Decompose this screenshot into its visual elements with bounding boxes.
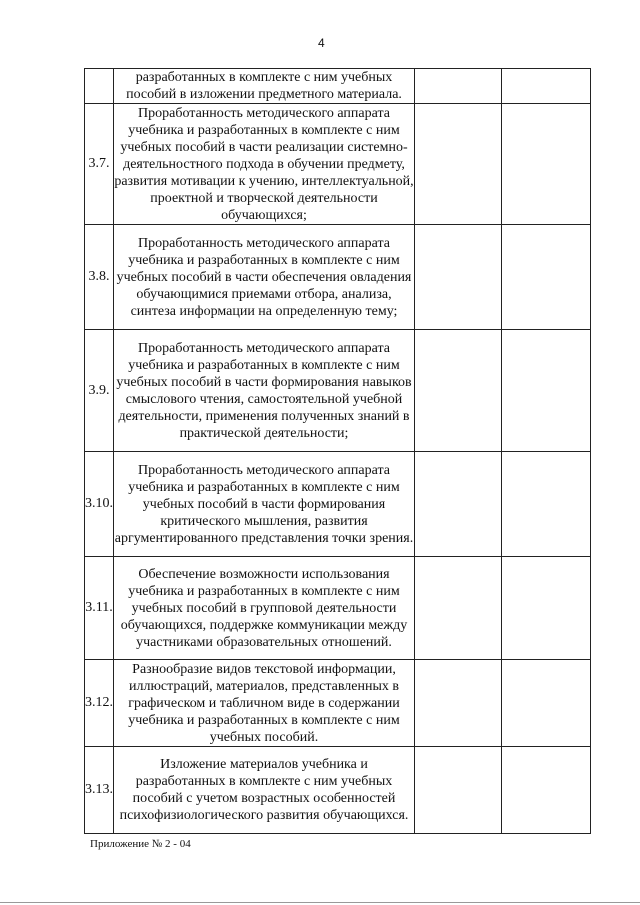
score-cell [415, 330, 502, 452]
score-cell [415, 557, 502, 660]
score-cell [415, 225, 502, 330]
table-row [85, 69, 591, 104]
row-text: Проработанность методического аппарата учебника и разработанных в комплекте с ним учебных пособий в части обеспечения овладения обучающимися приемами отбора, анализа, синтеза информации на определенную тему; [114, 225, 415, 330]
note-cell [502, 557, 591, 660]
note-cell [502, 747, 591, 834]
score-cell [415, 104, 502, 225]
row-number: 3.8. [85, 225, 114, 330]
table-row [85, 452, 591, 557]
criteria-table [84, 68, 591, 834]
score-cell [415, 69, 502, 104]
note-cell [502, 225, 591, 330]
note-cell [502, 330, 591, 452]
appendix-footer: Приложение № 2 - 04 [90, 838, 191, 850]
score-cell [415, 452, 502, 557]
row-number: 3.7. [85, 104, 114, 225]
row-text: Проработанность методического аппарата учебника и разработанных в комплекте с ним учебных пособий в части формирования навыков смыслового чтения, самостоятельной учебной деятельности, применения полученных знаний в практической деятельности; [114, 330, 415, 452]
row-number: 3.11. [85, 557, 114, 660]
row-number: 3.9. [85, 330, 114, 452]
table-row [85, 747, 591, 834]
note-cell [502, 69, 591, 104]
row-text: Изложение материалов учебника и разработанных в комплекте с ним учебных пособий с учетом возрастных особенностей психофизиологического развития обучающихся. [114, 747, 415, 834]
row-text: Проработанность методического аппарата учебника и разработанных в комплекте с ним учебных пособий в части реализации системно-деятельностного подхода в обучении предмету, развития мотивации к учению, интеллектуальной, проектной и творческой деятельности обучающихся; [114, 105, 414, 223]
page-number: 4 [318, 36, 325, 50]
row-number: 3.10. [85, 452, 114, 557]
table-row [85, 557, 591, 660]
row-number [85, 69, 114, 104]
table-row [85, 660, 591, 747]
table-row [85, 225, 591, 330]
row-text: разработанных в комплекте с ним учебных пособий в изложении предметного материала. [114, 69, 415, 104]
note-cell [502, 452, 591, 557]
score-cell [415, 747, 502, 834]
table-row [85, 104, 591, 225]
row-text: Обеспечение возможности использования учебника и разработанных в комплекте с ним учебных пособий в групповой деятельности обучающихся, поддержке коммуникации между участниками образовательных отношений. [114, 557, 415, 660]
note-cell [502, 660, 591, 747]
row-text: Проработанность методического аппарата учебника и разработанных в комплекте с ним учебных пособий в части формирования критического мышления, развития аргументированного представления точки зрения. [114, 452, 415, 557]
note-cell [502, 104, 591, 225]
row-number: 3.12. [85, 660, 114, 747]
score-cell [415, 660, 502, 747]
row-number: 3.13. [85, 747, 114, 834]
scan-edge-divider [0, 902, 640, 903]
row-text: Разнообразие видов текстовой информации, иллюстраций, материалов, представленных в графическом и табличном виде в содержании учебника и разработанных в комплекте с ним учебных пособий. [114, 660, 415, 747]
table-row [85, 330, 591, 452]
